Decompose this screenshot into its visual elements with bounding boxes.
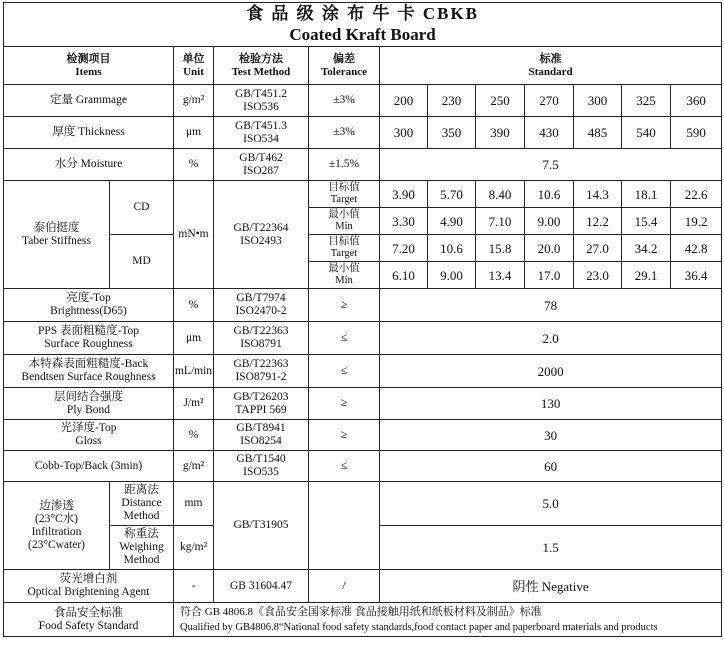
brightening-method: GB 31604.47	[214, 570, 309, 603]
bendtsen-label: 本特森表面粗糙度-Back Bendtsen Surface Roughness	[4, 355, 174, 388]
table-cell: 390	[476, 117, 525, 149]
plybond-value: 130	[380, 388, 722, 420]
infiltration-tolerance	[309, 482, 380, 570]
brightening-unit: -	[174, 570, 214, 603]
bendtsen-tolerance: ≤	[309, 355, 380, 388]
table-cell: 250	[476, 85, 525, 117]
table-row	[4, 149, 722, 181]
cobb-tolerance: ≤	[309, 451, 380, 482]
pps-method: GB/T22363 ISO8791	[214, 322, 309, 355]
moisture-label: 水分 Moisture	[4, 149, 174, 181]
title-english: Coated Kraft Board	[4, 25, 722, 47]
table-row	[4, 289, 722, 322]
table-cell: 200	[380, 85, 428, 117]
pps-label: PPS 表面粗糙度-Top Surface Roughness	[4, 322, 174, 355]
moisture-value: 7.5	[380, 149, 722, 181]
header-row	[4, 47, 722, 85]
cobb-value: 60	[380, 451, 722, 482]
thickness-unit: μm	[174, 117, 214, 149]
plybond-unit: J/m²	[174, 388, 214, 420]
pps-unit: μm	[174, 322, 214, 355]
thickness-tolerance: ±3%	[309, 117, 380, 149]
table-cell: 540	[622, 117, 671, 149]
cobb-method: GB/T1540 ISO535	[214, 451, 309, 482]
plybond-tolerance: ≥	[309, 388, 380, 420]
table-cell: 36.4	[671, 262, 722, 289]
pps-value: 2.0	[380, 322, 722, 355]
brightness-label: 亮度-Top Brightness(D65)	[4, 289, 174, 322]
table-cell: 350	[428, 117, 476, 149]
table-cell: 27.0	[574, 235, 622, 262]
table-cell: 300	[574, 85, 622, 117]
stiffness-method: GB/T22364 ISO2493	[214, 181, 309, 289]
table-cell: 14.3	[574, 181, 622, 208]
table-row	[4, 388, 722, 420]
spec-sheet	[3, 2, 721, 643]
table-row	[4, 322, 722, 355]
table-row	[4, 85, 722, 117]
cd-target-label: 目标值 Target	[309, 181, 380, 208]
brightness-unit: %	[174, 289, 214, 322]
weighing-unit: kg/m²	[174, 526, 214, 570]
table-row	[4, 420, 722, 451]
cd-min-label: 最小值 Min	[309, 208, 380, 235]
gloss-value: 30	[380, 420, 722, 451]
spec-table	[3, 2, 722, 637]
table-cell: 18.1	[622, 181, 671, 208]
foodsafety-label: 食品安全标准 Food Safety Standard	[4, 603, 174, 637]
table-cell: 15.4	[622, 208, 671, 235]
title-chinese: 食 品 级 涂 布 牛 卡 CBKB	[4, 3, 722, 25]
table-row	[4, 355, 722, 388]
brightness-method: GB/T7974 ISO2470-2	[214, 289, 309, 322]
header-tolerance: 偏差 Tolerance	[309, 47, 380, 85]
distance-value: 5.0	[380, 482, 722, 526]
table-cell: 42.8	[671, 235, 722, 262]
thickness-method: GB/T451.3 ISO534	[214, 117, 309, 149]
table-cell: 300	[380, 117, 428, 149]
table-row	[4, 570, 722, 603]
table-cell: 8.40	[476, 181, 525, 208]
header-unit: 单位 Unit	[174, 47, 214, 85]
table-cell: 23.0	[574, 262, 622, 289]
table-cell: 10.6	[428, 235, 476, 262]
foodsafety-value: 符合 GB 4806.8《食品安全国家标准 食品接触用纸和纸板材料及制品》标准 Qualified by GB4806.8“National food safety standards,food contact paper and paperboard materials and products	[174, 603, 722, 637]
table-cell: 430	[525, 117, 574, 149]
header-method: 检验方法 Test Method	[214, 47, 309, 85]
grammage-method: GB/T451.2 ISO536	[214, 85, 309, 117]
table-cell: 270	[525, 85, 574, 117]
weighing-value: 1.5	[380, 526, 722, 570]
brightening-label: 荧光增白剂 Optical Brightening Agent	[4, 570, 174, 603]
stiffness-unit: mN•m	[174, 181, 214, 289]
brightening-value: 阴性 Negative	[380, 570, 722, 603]
table-row	[4, 451, 722, 482]
table-cell: 9.00	[525, 208, 574, 235]
bendtsen-method: GB/T22363 ISO8791-2	[214, 355, 309, 388]
moisture-unit: %	[174, 149, 214, 181]
table-cell: 34.2	[622, 235, 671, 262]
gloss-unit: %	[174, 420, 214, 451]
header-standard: 标准 Standard	[380, 47, 722, 85]
plybond-label: 层间结合强度 Ply Bond	[4, 388, 174, 420]
table-cell: 7.10	[476, 208, 525, 235]
table-row	[4, 181, 722, 208]
bendtsen-value: 2000	[380, 355, 722, 388]
grammage-unit: g/m²	[174, 85, 214, 117]
grammage-label: 定量 Grammage	[4, 85, 174, 117]
brightness-tolerance: ≥	[309, 289, 380, 322]
table-cell: 10.6	[525, 181, 574, 208]
table-row	[4, 117, 722, 149]
distance-unit: mm	[174, 482, 214, 526]
thickness-label: 厚度 Thickness	[4, 117, 174, 149]
pps-tolerance: ≤	[309, 322, 380, 355]
table-cell: 3.30	[380, 208, 428, 235]
infiltration-label: 边渗透 (23°C水) Infiltration (23°Cwater)	[4, 482, 110, 570]
table-cell: 12.2	[574, 208, 622, 235]
table-cell: 230	[428, 85, 476, 117]
table-cell: 325	[622, 85, 671, 117]
cobb-label: Cobb-Top/Back (3min)	[4, 451, 174, 482]
table-cell: 20.0	[525, 235, 574, 262]
brightening-tolerance: /	[309, 570, 380, 603]
infiltration-method: GB/T31905	[214, 482, 309, 570]
table-cell: 13.4	[476, 262, 525, 289]
table-cell: 5.70	[428, 181, 476, 208]
table-cell: 4.90	[428, 208, 476, 235]
table-cell: 19.2	[671, 208, 722, 235]
header-items: 检测项目 Items	[4, 47, 174, 85]
moisture-method: GB/T462 ISO287	[214, 149, 309, 181]
gloss-tolerance: ≥	[309, 420, 380, 451]
table-cell: 22.6	[671, 181, 722, 208]
table-cell: 3.90	[380, 181, 428, 208]
md-min-label: 最小值 Min	[309, 262, 380, 289]
gloss-label: 光泽度-Top Gloss	[4, 420, 174, 451]
table-cell: 6.10	[380, 262, 428, 289]
weighing-method-label: 称重法 Weighing Method	[110, 526, 174, 570]
table-cell: 485	[574, 117, 622, 149]
table-cell: 29.1	[622, 262, 671, 289]
distance-method-label: 距离法 Distance Method	[110, 482, 174, 526]
bendtsen-unit: mL/min	[174, 355, 214, 388]
moisture-tolerance: ±1.5%	[309, 149, 380, 181]
stiffness-md: MD	[110, 235, 174, 289]
table-row	[4, 482, 722, 526]
grammage-tolerance: ±3%	[309, 85, 380, 117]
table-cell: 9.00	[428, 262, 476, 289]
table-cell: 7.20	[380, 235, 428, 262]
table-cell: 360	[671, 85, 722, 117]
table-cell: 590	[671, 117, 722, 149]
md-target-label: 目标值 Target	[309, 235, 380, 262]
stiffness-label: 泰伯挺度 Taber Stiffness	[4, 181, 110, 289]
stiffness-cd: CD	[110, 181, 174, 235]
table-cell: 15.8	[476, 235, 525, 262]
table-cell: 17.0	[525, 262, 574, 289]
cobb-unit: g/m²	[174, 451, 214, 482]
plybond-method: GB/T26203 TAPPI 569	[214, 388, 309, 420]
table-row	[4, 235, 722, 262]
table-row	[4, 603, 722, 637]
gloss-method: GB/T8941 ISO8254	[214, 420, 309, 451]
brightness-value: 78	[380, 289, 722, 322]
